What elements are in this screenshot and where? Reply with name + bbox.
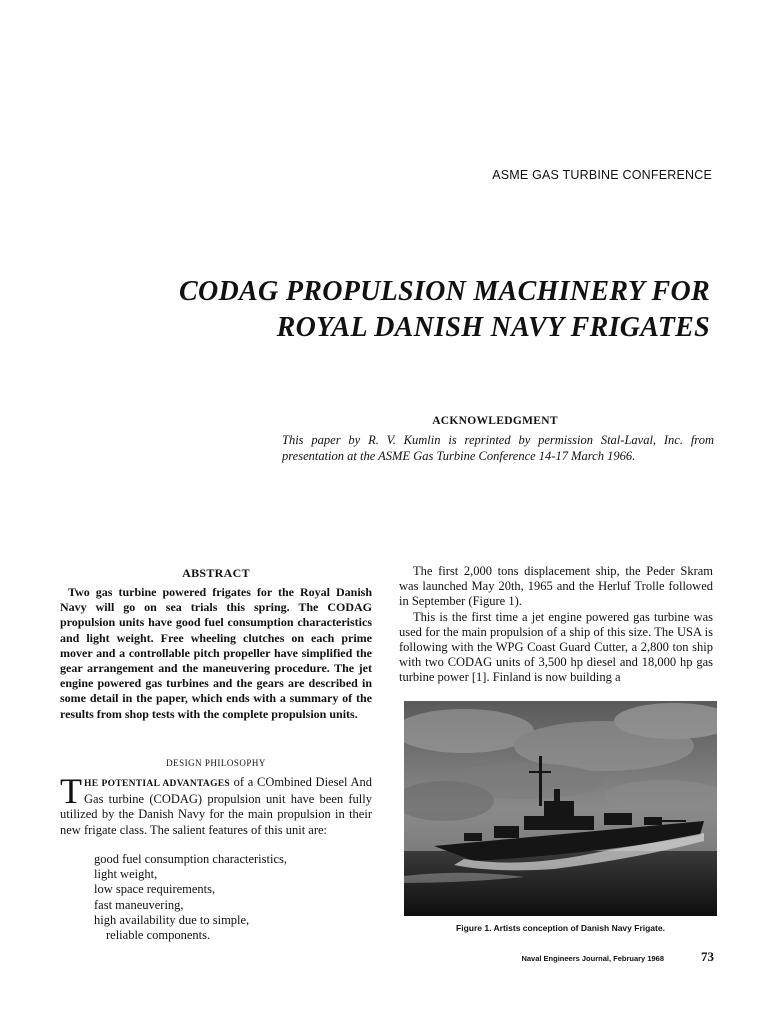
list-item: light weight, — [94, 867, 158, 882]
intro-paragraph-2: This is the first time a jet engine powered gas turbine was used for the main propulsion of a ship of this size. The USA is following with the WPG Coast Guard Cutter, a 2,800 ton ship with two CODAG units of 3,500 hp diesel and 18,000 hp gas turbine power [1]. Finland is now building a — [399, 609, 713, 685]
page-number: 73 — [701, 949, 714, 964]
footer-journal: Naval Engineers Journal, February 1968 — [521, 954, 664, 963]
list-item: good fuel consumption characteristics, — [94, 852, 287, 866]
abstract-text: Two gas turbine powered frigates for the Royal Danish Navy will go on sea trials this spring. The CODAG propulsion units have good fuel consumption characteristics and light weight. Free wheeling clutches on each prime mover and a controllable pitch propeller have simplified the gear arrangement and the maneuvering procedure. The jet engine powered gas turbines and the gears are described in some detail in the paper, which ends with a summary of the results from shop tests with the complete propulsion units. — [60, 585, 372, 721]
frigate-illustration — [404, 701, 717, 916]
conference-header: ASME GAS TURBINE CONFERENCE — [492, 168, 712, 182]
intro-paragraph-1: The first 2,000 tons displacement ship, the Peder Skram was launched May 20th, 1965 and the Herluf Trolle followed in September (Figure 1). — [399, 564, 713, 609]
acknowledgment-heading: ACKNOWLEDGMENT — [432, 415, 558, 427]
small-caps-lead: HE POTENTIAL ADVANTAGES — [84, 779, 230, 789]
design-philosophy-paragraph — [60, 771, 372, 838]
acknowledgment-text: This paper by R. V. Kumlin is reprinted by permission Stal-Laval, Inc. from presentation at the ASME Gas Turbine Conference 14-17 March 1966. — [282, 433, 714, 463]
drop-cap: T — [60, 771, 82, 811]
design-philosophy-heading: DESIGN PHILOSOPHY — [166, 758, 266, 768]
list-item-continuation: reliable components. — [106, 928, 211, 943]
features-list — [94, 852, 287, 943]
list-item: high availability due to simple, — [94, 912, 250, 927]
right-column-text — [399, 564, 713, 686]
title-line-1: CODAG PROPULSION MACHINERY FOR — [179, 276, 710, 307]
list-item: fast maneuvering, — [94, 897, 184, 912]
list-item: low space requirements, — [94, 882, 216, 897]
figure-caption: Figure 1. Artists conception of Danish Navy Frigate. — [456, 923, 665, 933]
title-line-2: ROYAL DANISH NAVY FRIGATES — [276, 312, 710, 343]
abstract-heading: ABSTRACT — [182, 566, 250, 580]
design-philosophy-text: of a COmbined Diesel And Gas turbine (CODAG) propulsion unit have been fully utilized by the Danish Navy for the main propulsion in their new frigate class. The salient features of this unit are: — [60, 775, 372, 837]
frigate-illustration-image — [404, 701, 717, 916]
